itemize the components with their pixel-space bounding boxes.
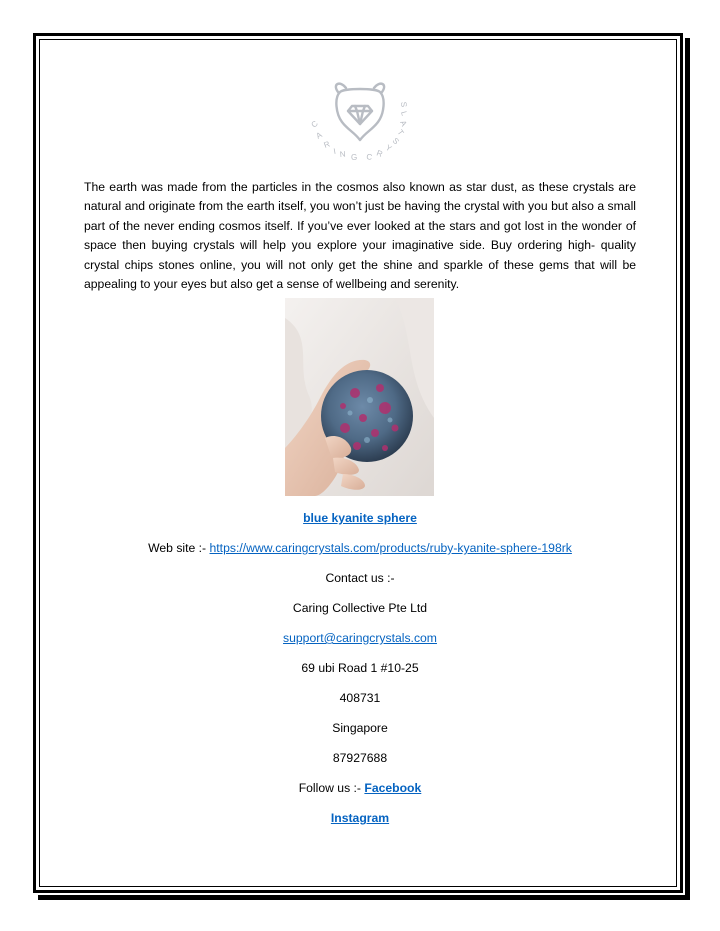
instagram-link[interactable]: Instagram [330, 811, 390, 825]
follow-line [0, 781, 720, 795]
facebook-link[interactable]: Facebook [364, 781, 422, 795]
bear-diamond-logo [300, 80, 420, 170]
phone-number: 87927688 [332, 751, 388, 765]
svg-text:G: G [351, 153, 360, 162]
svg-text:C: C [365, 152, 375, 163]
svg-text:L: L [399, 110, 410, 119]
country: Singapore [332, 721, 388, 735]
svg-text:R: R [375, 148, 386, 160]
svg-text:A: A [314, 129, 326, 141]
product-link-line [0, 511, 720, 525]
svg-text:C: C [309, 117, 322, 130]
svg-text:S: S [390, 136, 403, 148]
svg-text:Y: Y [384, 142, 395, 155]
instagram-line [0, 811, 720, 825]
postal-code: 408731 [339, 691, 381, 705]
website-link[interactable]: https://www.caringcrystals.com/products/ruby-kyanite-sphere-198rk [209, 541, 572, 555]
product-link[interactable]: blue kyanite sphere [303, 511, 417, 525]
company-name: Caring Collective Pte Ltd [292, 601, 428, 615]
email-link[interactable]: support@caringcrystals.com [283, 631, 437, 645]
svg-text:T: T [395, 127, 407, 139]
svg-text:A: A [398, 119, 410, 130]
email-line [0, 631, 720, 645]
product-photo [285, 298, 434, 496]
address-line: 69 ubi Road 1 #10-25 [301, 661, 419, 675]
follow-label: Follow us :- [298, 781, 365, 795]
svg-text:R: R [322, 138, 333, 150]
website-line [0, 541, 720, 555]
svg-text:S: S [399, 101, 409, 110]
contact-heading: Contact us :- [325, 571, 395, 585]
svg-text:N: N [339, 149, 348, 159]
website-label: Web site :- [148, 541, 210, 555]
svg-text:I: I [332, 146, 339, 156]
intro-paragraph: The earth was made from the particles in the cosmos also known as star dust, as these crystals are natural and originate from the earth itself, you won’t just be having the crystal with you but also a small part of the never ending cosmos itself. If you’ve ever looked at the stars and got lost in the wonder of space then buying crystals will help you explore your imaginative side. Buy ordering high- quality crystal chips stones online, you will not only get the shine and sparkle of these gems that will be appealing to your eyes but also get a sense of wellbeing and serenity. [84, 180, 636, 292]
